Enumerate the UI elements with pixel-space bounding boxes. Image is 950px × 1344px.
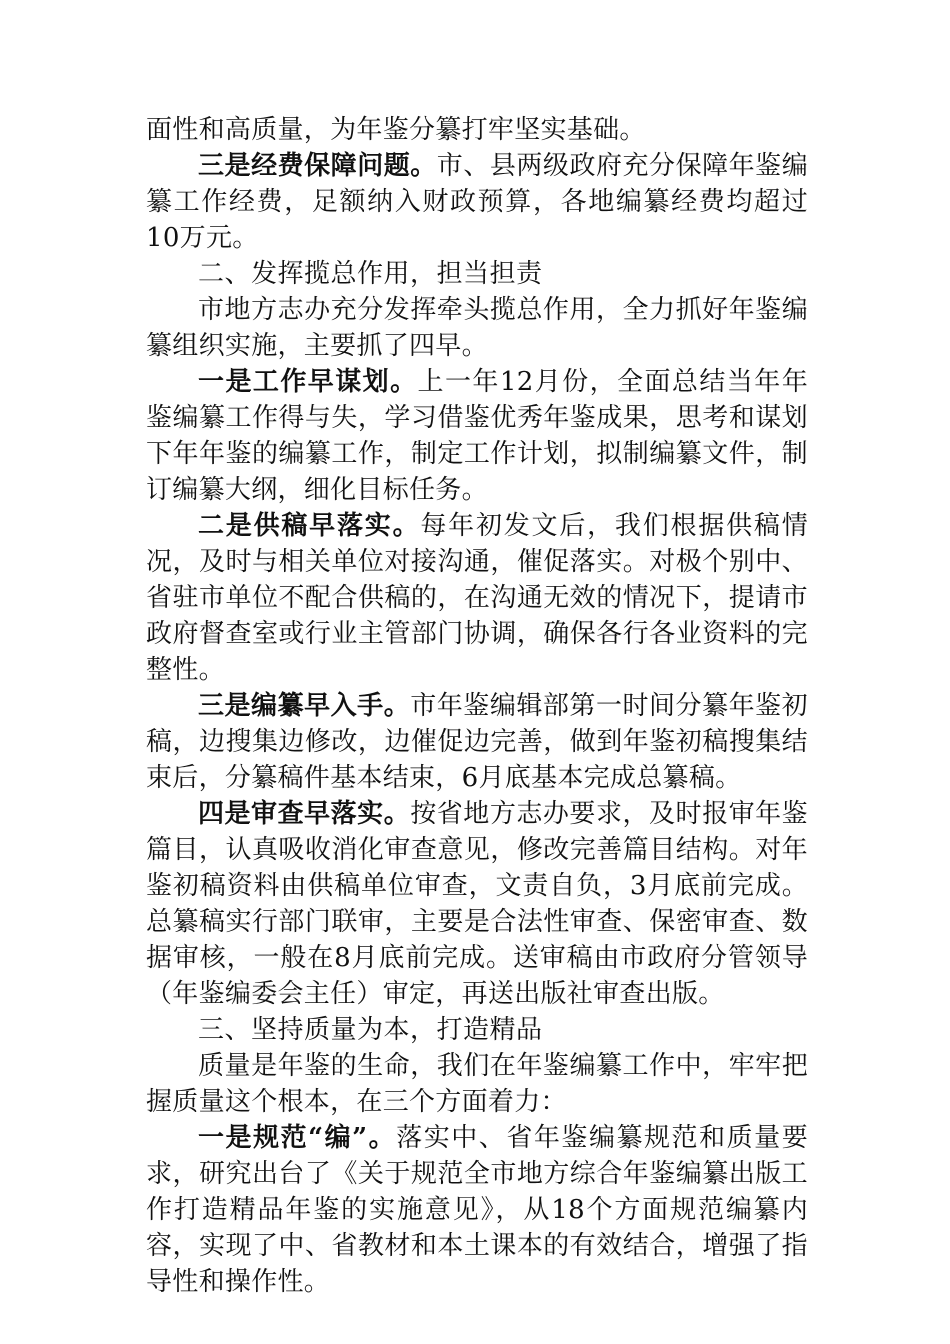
- document-page: [146, 112, 808, 1300]
- section-heading-3: 三、坚持质量为本，打造精品: [198, 1015, 543, 1045]
- lead-phrase: 一是工作早谋划。: [198, 367, 418, 397]
- paragraph-early-supply: 二是供稿早落实。每年初发文后，我们根据供稿情况，及时与相关单位对接沟通，催促落实。对极个别中、省驻市单位不配合供稿的，在沟通无效的情况下，提请市政府督查室或行业主管部门协调，确保各行各业资料的完整性。: [146, 511, 808, 685]
- lead-phrase: 四是审查早落实。: [198, 799, 411, 829]
- lead-phrase: 一是规范“编”。: [198, 1123, 397, 1153]
- paragraph-section3-intro: 质量是年鉴的生命，我们在年鉴编纂工作中，牢牢把握质量这个根本，在三个方面着力：: [146, 1051, 808, 1117]
- paragraph-continuation: 面性和高质量，为年鉴分纂打牢坚实基础。: [146, 115, 646, 145]
- paragraph-standardize: 一是规范“编”。落实中、省年鉴编纂规范和质量要求，研究出台了《关于规范全市地方综合年鉴编纂出版工作打造精品年鉴的实施意见》，从18个方面规范编纂内容，实现了中、省教材和本土课本的有效结合，增强了指导性和操作性。: [146, 1123, 808, 1297]
- lead-phrase: 三是编纂早入手。: [198, 691, 411, 721]
- paragraph-funding: 三是经费保障问题。市、县两级政府充分保障年鉴编纂工作经费，足额纳入财政预算，各地编纂经费均超过10万元。: [146, 151, 809, 253]
- paragraph-early-planning: 一是工作早谋划。上一年12月份，全面总结当年年鉴编纂工作得与失，学习借鉴优秀年鉴成果，思考和谋划下年年鉴的编纂工作，制定工作计划，拟制编纂文件，制订编纂大纲，细化目标任务。: [146, 367, 808, 505]
- lead-phrase: 二是供稿早落实。: [198, 511, 421, 541]
- section-heading-2: 二、发挥揽总作用，担当担责: [198, 259, 543, 289]
- paragraph-section2-intro: 市地方志办充分发挥牵头揽总作用，全力抓好年鉴编纂组织实施，主要抓了四早。: [146, 295, 808, 361]
- paragraph-early-review: 四是审查早落实。按省地方志办要求，及时报审年鉴篇目，认真吸收消化审查意见，修改完善篇目结构。对年鉴初稿资料由供稿单位审查，文责自负，3月底前完成。总纂稿实行部门联审，主要是合法性审查、保密审查、数据审核，一般在8月底前完成。送审稿由市政府分管领导（年鉴编委会主任）审定，再送出版社审查出版。: [146, 799, 808, 1009]
- paragraph-early-compile: 三是编纂早入手。市年鉴编辑部第一时间分纂年鉴初稿，边搜集边修改，边催促边完善，做到年鉴初稿搜集结束后，分纂稿件基本结束，6月底基本完成总纂稿。: [146, 691, 808, 793]
- lead-phrase: 三是经费保障问题。: [198, 151, 437, 181]
